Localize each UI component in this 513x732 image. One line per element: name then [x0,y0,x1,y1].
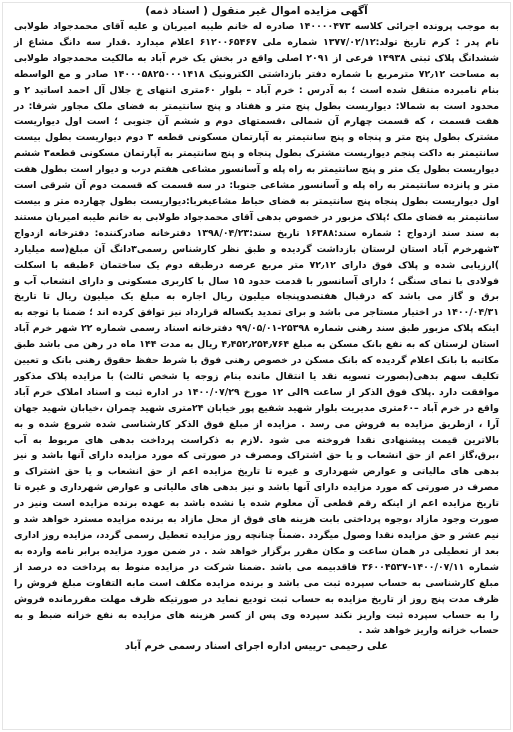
notice-signature: علی رحیمی -رییس اداره اجرای اسناد رسمی خرم آباد [124,641,389,653]
notice-title: آگهی مزایده اموال غیر منقول ( اسناد ذمه) [145,5,368,17]
notice-body: به موجب پرونده اجرائی کلاسه ۱۴۰۰۰۰۴۷۳ صادره له خانم طیبه امیریان و علیه آقای محمدجواد طولابی نام پدر : کرم تاریخ تولد:۱۳۷۷/۰۲/۱۲ شماره ملی ۶۱۲۰۰۶۵۴۶۷ اعلام میدارد .قدار سه دانگ مشاع از ششدانگ پلاک ثبتی ۱۴۹۳۸ فرعی از ۲۰۹۱ اصلی واقع در بخش یک خرم آباد به مالکیت محمدجواد طولابی به مساحت ۷۲٫۱۲ مترمربع با شماره دفتر بازداشتی الکترونیک ۱۴۰۰۰۵۸۲۵۰۰۰۱۴۱۸ صادر و مع الواسطه بنام نامبرده منتقل شده است ؛ به آدرس : خرم آباد – بلوار ۶۰متری انتهای خ جلال آل احمد اساتید ۲ و محدود است به شمالا: دیواریست بطول پنج متر و هفتاد و پنج سانتیمتر به فضای ملک مجاور شرقا: در هفت قسمت ، که قسمت چهارم آن شمالی ،قسمتهای دوم و ششم آن جنوبی ؛ است اول دیواریست مشترک بطول پنج متر و پنجاه و پنج سانتیمتر به آپارتمان مسکونی قطعه ۳ دوم دیواریست بطول بیست سانتیمتر به داکت پنجم دیواریست مشترک بطول پنجاه و پنج سانتیمتر به آپارتمان مسکونی قطعه۳ ششم دیواریست بطول یک متر و پنج سانتیمتر به راه پله و آسانسور مشاعی هفتم درب و دیوار است بطول هفت متر و پانزده سانتیمتر به راه پله و آسانسور مشاعی جنوبا: در سه قسمت که قسمت دوم آن شرقی است اول دیواریست بطول پنجاه پنج سانتیمتر به فضای حیاط مشاعیغربا:دیواریست بطول چهارده متر و بیست سانتیمتر به فضای ملک ؛پلاک مزبور در خصوص بدهی آقای محمدجواد طولابی به خانم طیبه امیریان مستند به سند سند ازدواج : شماره سند:۱۶۳۸۸ تاریخ سند:۱۳۹۸/۰۴/۲۳ دفترخانه صادرکننده: دفترخانه ازدواج ۳شهرخرم آباد استان لرستان بازداشت گردیده و طبق نظر کارشناس رسمی۳دانگ آن مبلغ(سه میلیارد )ارزیابی شده و پلاک فوق دارای ۷۲٫۱۲ متر مربع عرصه درطبقه دوم یک ساختمان ۶طبقه با اسکلت فولادی با نمای سنگی ؛ دارای آسانسور با قدمت حدود ۱۵ سال با کاربری مسکونی و دارای انشعاب آب و برق و گاز می باشد که درقبال هفتصدوپنجاه میلیون ریال اجاره به مبلغ یک میلیون ریال تا تاریخ ۱۴۰۰/۰۴/۳۱ در اختیار مستاجر می باشد و برای تمدید یکساله قرارداد نیز توافق کرده اند ؛ ضمنا با توجه به اینکه پلاک مزبور طبق سند رهنی شماره ۲۵۳۹۸-۹۹/۰۵/۰۱ دفترخانه اسناد رسمی شماره ۲۲ شهر خرم آباد استان لرستان که به نفع بانک مسکن به مبلغ ۴٫۴۵۲٫۲۵۴٫۷۶۴ ریال به مدت ۱۴۴ ماه در رهن می باشد طبق مکاتبه با بانک اعلام گردیده که بانک مسکن در خصوص رهنی فوق با شرط حفظ حقوق رهنی بانک و تعیین تکلیف سهم بدهی(بصورت تسویه نقد یا انتقال مانده بنام زوجه یا شخص ثالث) با مزایده پلاک مذکور موافقت دارد .پلاک فوق الذکر از ساعت ۹الی ۱۲ مورخ ۱۴۰۰/۰۷/۲۹ در اداره ثبت و اسناد املاک خرم آباد واقع در خرم آباد –۶۰متری مدیریت بلوار شهید شفیع پور خیابان ۲۴متری شهید چمران ،خیابان شهید جهان آرا ، ازطریق مزایده به فروش می رسد . مزایده از مبلغ فوق الذکر کارشناسی شده شروع شده و به بالاترین قیمت پیشنهادی نقدا فروخته می شود .لازم به ذکراست پرداخت بدهی های مربوط به آب ،برق،گاز اعم از حق انشعاب و یا حق اشتراک ومصرف در صورتی که مورد مزایده دارای آنها باشد و نیز بدهی های مالیاتی و عوارض شهرداری و غیره تا تاریخ مزایده اعم از حق انشعاب و یا حق اشتراک و مصرف در صورتی که مورد مزایده دارای آنها باشد و نیز بدهی های مالیاتی و عوارض شهرداری و غیره تا تاریخ مزایده اعم از اینکه رقم قطعی آن معلوم شده یا نشده باشد به عهده برنده مزایده است ونیز در صورت وجود مازاد ،وجوه پرداختی بابت هزینه های فوق از محل مازاد به برنده مزایده مسترد خواهد شد و نیم عشر و حق مزایده نقدا وصول میگردد .ضمناً چنانچه روز مزایده تعطیل رسمی گردد، مزایده روز اداری بعد از تعطیلی در همان ساعت و مکان مقرر برگزار خواهد شد . در ضمن مورد مزایده برابر نامه وارده به شماره ۱۴۰۰/۰۷/۱۱-۳۶۰۰۴۵۳۷ فاقدبیمه می باشد .ضمنا شرکت در مزایده منوط به پرداخت ده درصد از مبلغ کارشناسی به حساب سپرده ثبت می باشد و برنده مزایده مکلف است مابه التفاوت مبلغ فروش را ظرف مدت پنج روز از تاریخ مزایده به حساب ثبت تودیع نماید در صورتیکه ظرف مهلت مقررمانده فروش را به حساب سپرده ثبت واریز نکند سپرده وی پس از کسر هزینه های مزایده به نفع خزانه ضبط و به حساب خزانه واریز خواهد شد . [13,21,500,637]
